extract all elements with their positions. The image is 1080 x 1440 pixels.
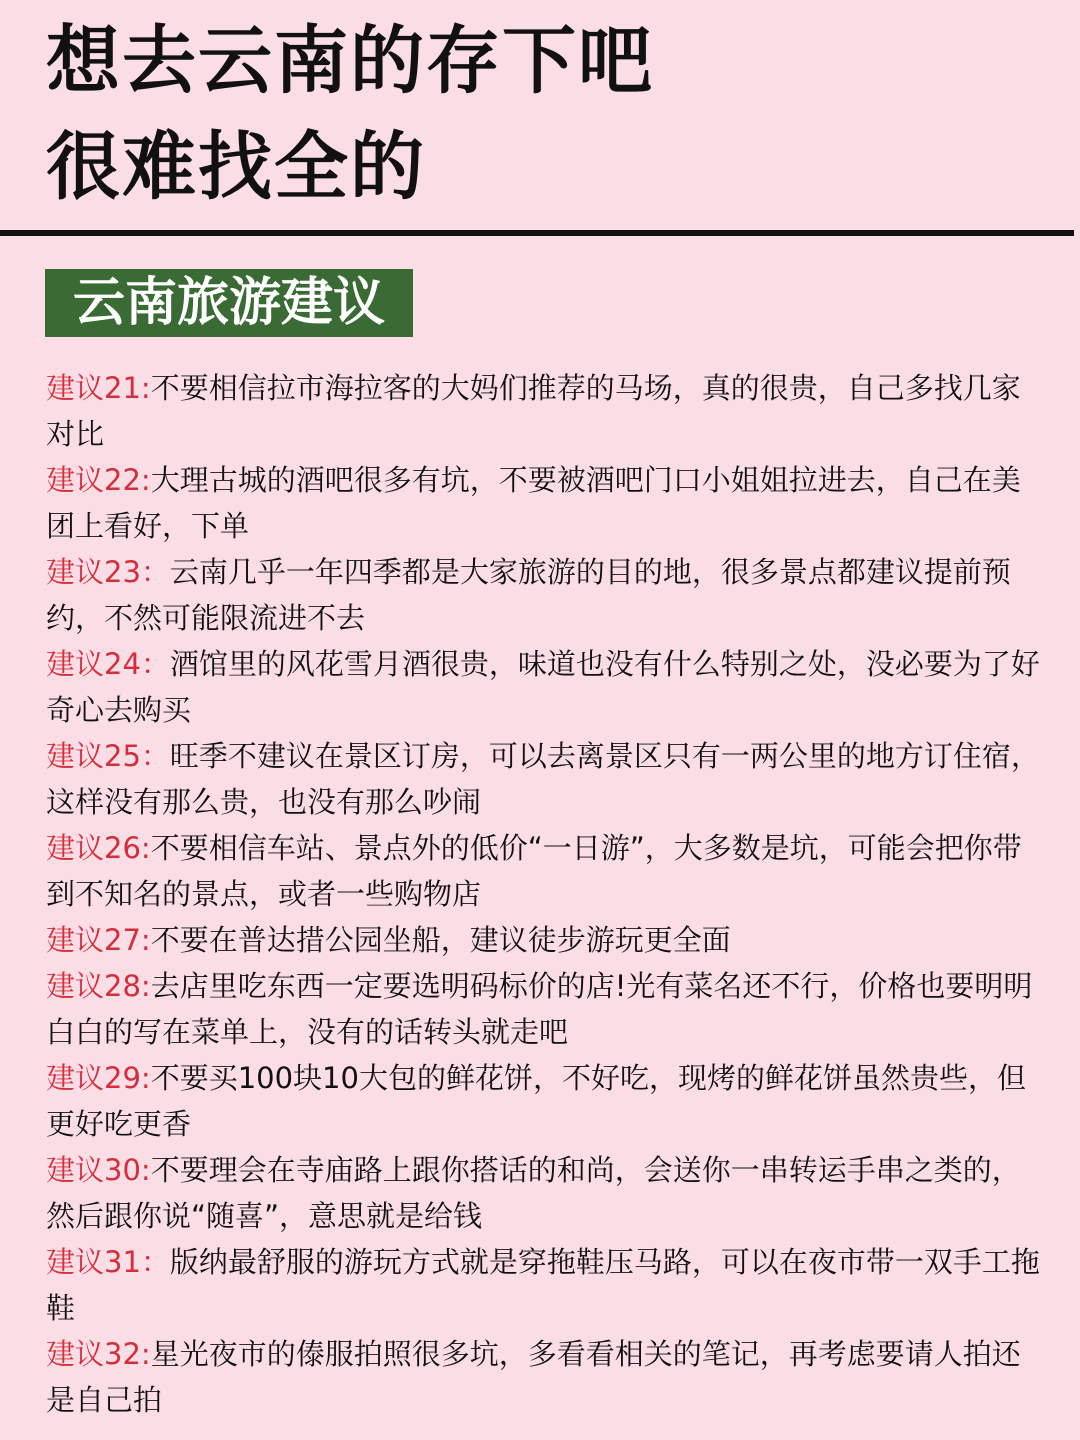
tip-item: [46, 365, 1046, 457]
tips-list: [46, 365, 1046, 1423]
tip-text: 大理古城的酒吧很多有坑，不要被酒吧门口小姐姐拉进去，自己在美团上看好，下单: [46, 463, 1021, 543]
tip-text: 酒馆里的风花雪月酒很贵，味道也没有什么特别之处，没必要为了好奇心去购买: [46, 647, 1040, 727]
tip-label: 建议30:: [46, 1153, 151, 1187]
tip-label: 建议24：: [46, 647, 170, 681]
tip-item: [46, 963, 1046, 1055]
tip-item: [46, 1239, 1046, 1331]
tip-label: 建议28:: [46, 969, 151, 1003]
tip-item: [46, 733, 1046, 825]
tip-label: 建议32:: [46, 1337, 151, 1371]
tip-label: 建议21:: [46, 371, 151, 405]
tip-label: 建议26:: [46, 831, 151, 865]
tip-text: 星光夜市的傣服拍照很多坑，多看看相关的笔记，再考虑要请人拍还是自己拍: [46, 1337, 1021, 1417]
tip-label: 建议23：: [46, 555, 170, 589]
tip-text: 不要在普达措公园坐船，建议徒步游玩更全面: [150, 923, 731, 957]
tip-text: 不要相信拉市海拉客的大妈们推荐的马场，真的很贵，自己多找几家对比: [46, 371, 1021, 451]
page-title: [46, 8, 654, 220]
tip-item: [46, 1147, 1046, 1239]
tip-text: 云南几乎一年四季都是大家旅游的目的地，很多景点都建议提前预约，不然可能限流进不去: [46, 555, 1011, 635]
tip-text: 不要理会在寺庙路上跟你搭话的和尚，会送你一串转运手串之类的，然后跟你说“随喜”，意思就是给钱: [46, 1153, 1021, 1233]
tip-label: 建议27:: [46, 923, 151, 957]
tip-item: [46, 825, 1046, 917]
tip-item: [46, 917, 1046, 963]
section-label: 云南旅游建议: [45, 269, 413, 337]
title-divider: [0, 230, 1074, 236]
tip-text: 去店里吃东西一定要选明码标价的店!光有菜名还不行，价格也要明明白白的写在菜单上，没有的话转头就走吧: [46, 969, 1033, 1049]
tip-text: 不要相信车站、景点外的低价“一日游”，大多数是坑，可能会把你带到不知名的景点，或者一些购物店: [46, 831, 1022, 911]
tip-label: 建议29:: [46, 1061, 151, 1095]
tip-item: [46, 1055, 1046, 1147]
tip-label: 建议31：: [46, 1245, 170, 1279]
tip-label: 建议25：: [46, 739, 170, 773]
tip-item: [46, 549, 1046, 641]
tip-text: 版纳最舒服的游玩方式就是穿拖鞋压马路，可以在夜市带一双手工拖鞋: [46, 1245, 1040, 1325]
tip-item: [46, 457, 1046, 549]
tip-item: [46, 1331, 1046, 1423]
title-line-1: 想去云南的存下吧: [46, 18, 654, 104]
tip-label: 建议22:: [46, 463, 151, 497]
tip-item: [46, 641, 1046, 733]
tip-text: 旺季不建议在景区订房，可以去离景区只有一两公里的地方订住宿，这样没有那么贵，也没有那么吵闹: [46, 739, 1040, 819]
title-line-2: 很难找全的: [46, 124, 426, 210]
tip-text: 不要买100块10大包的鲜花饼，不好吃，现烤的鲜花饼虽然贵些，但更好吃更香: [46, 1061, 1026, 1141]
